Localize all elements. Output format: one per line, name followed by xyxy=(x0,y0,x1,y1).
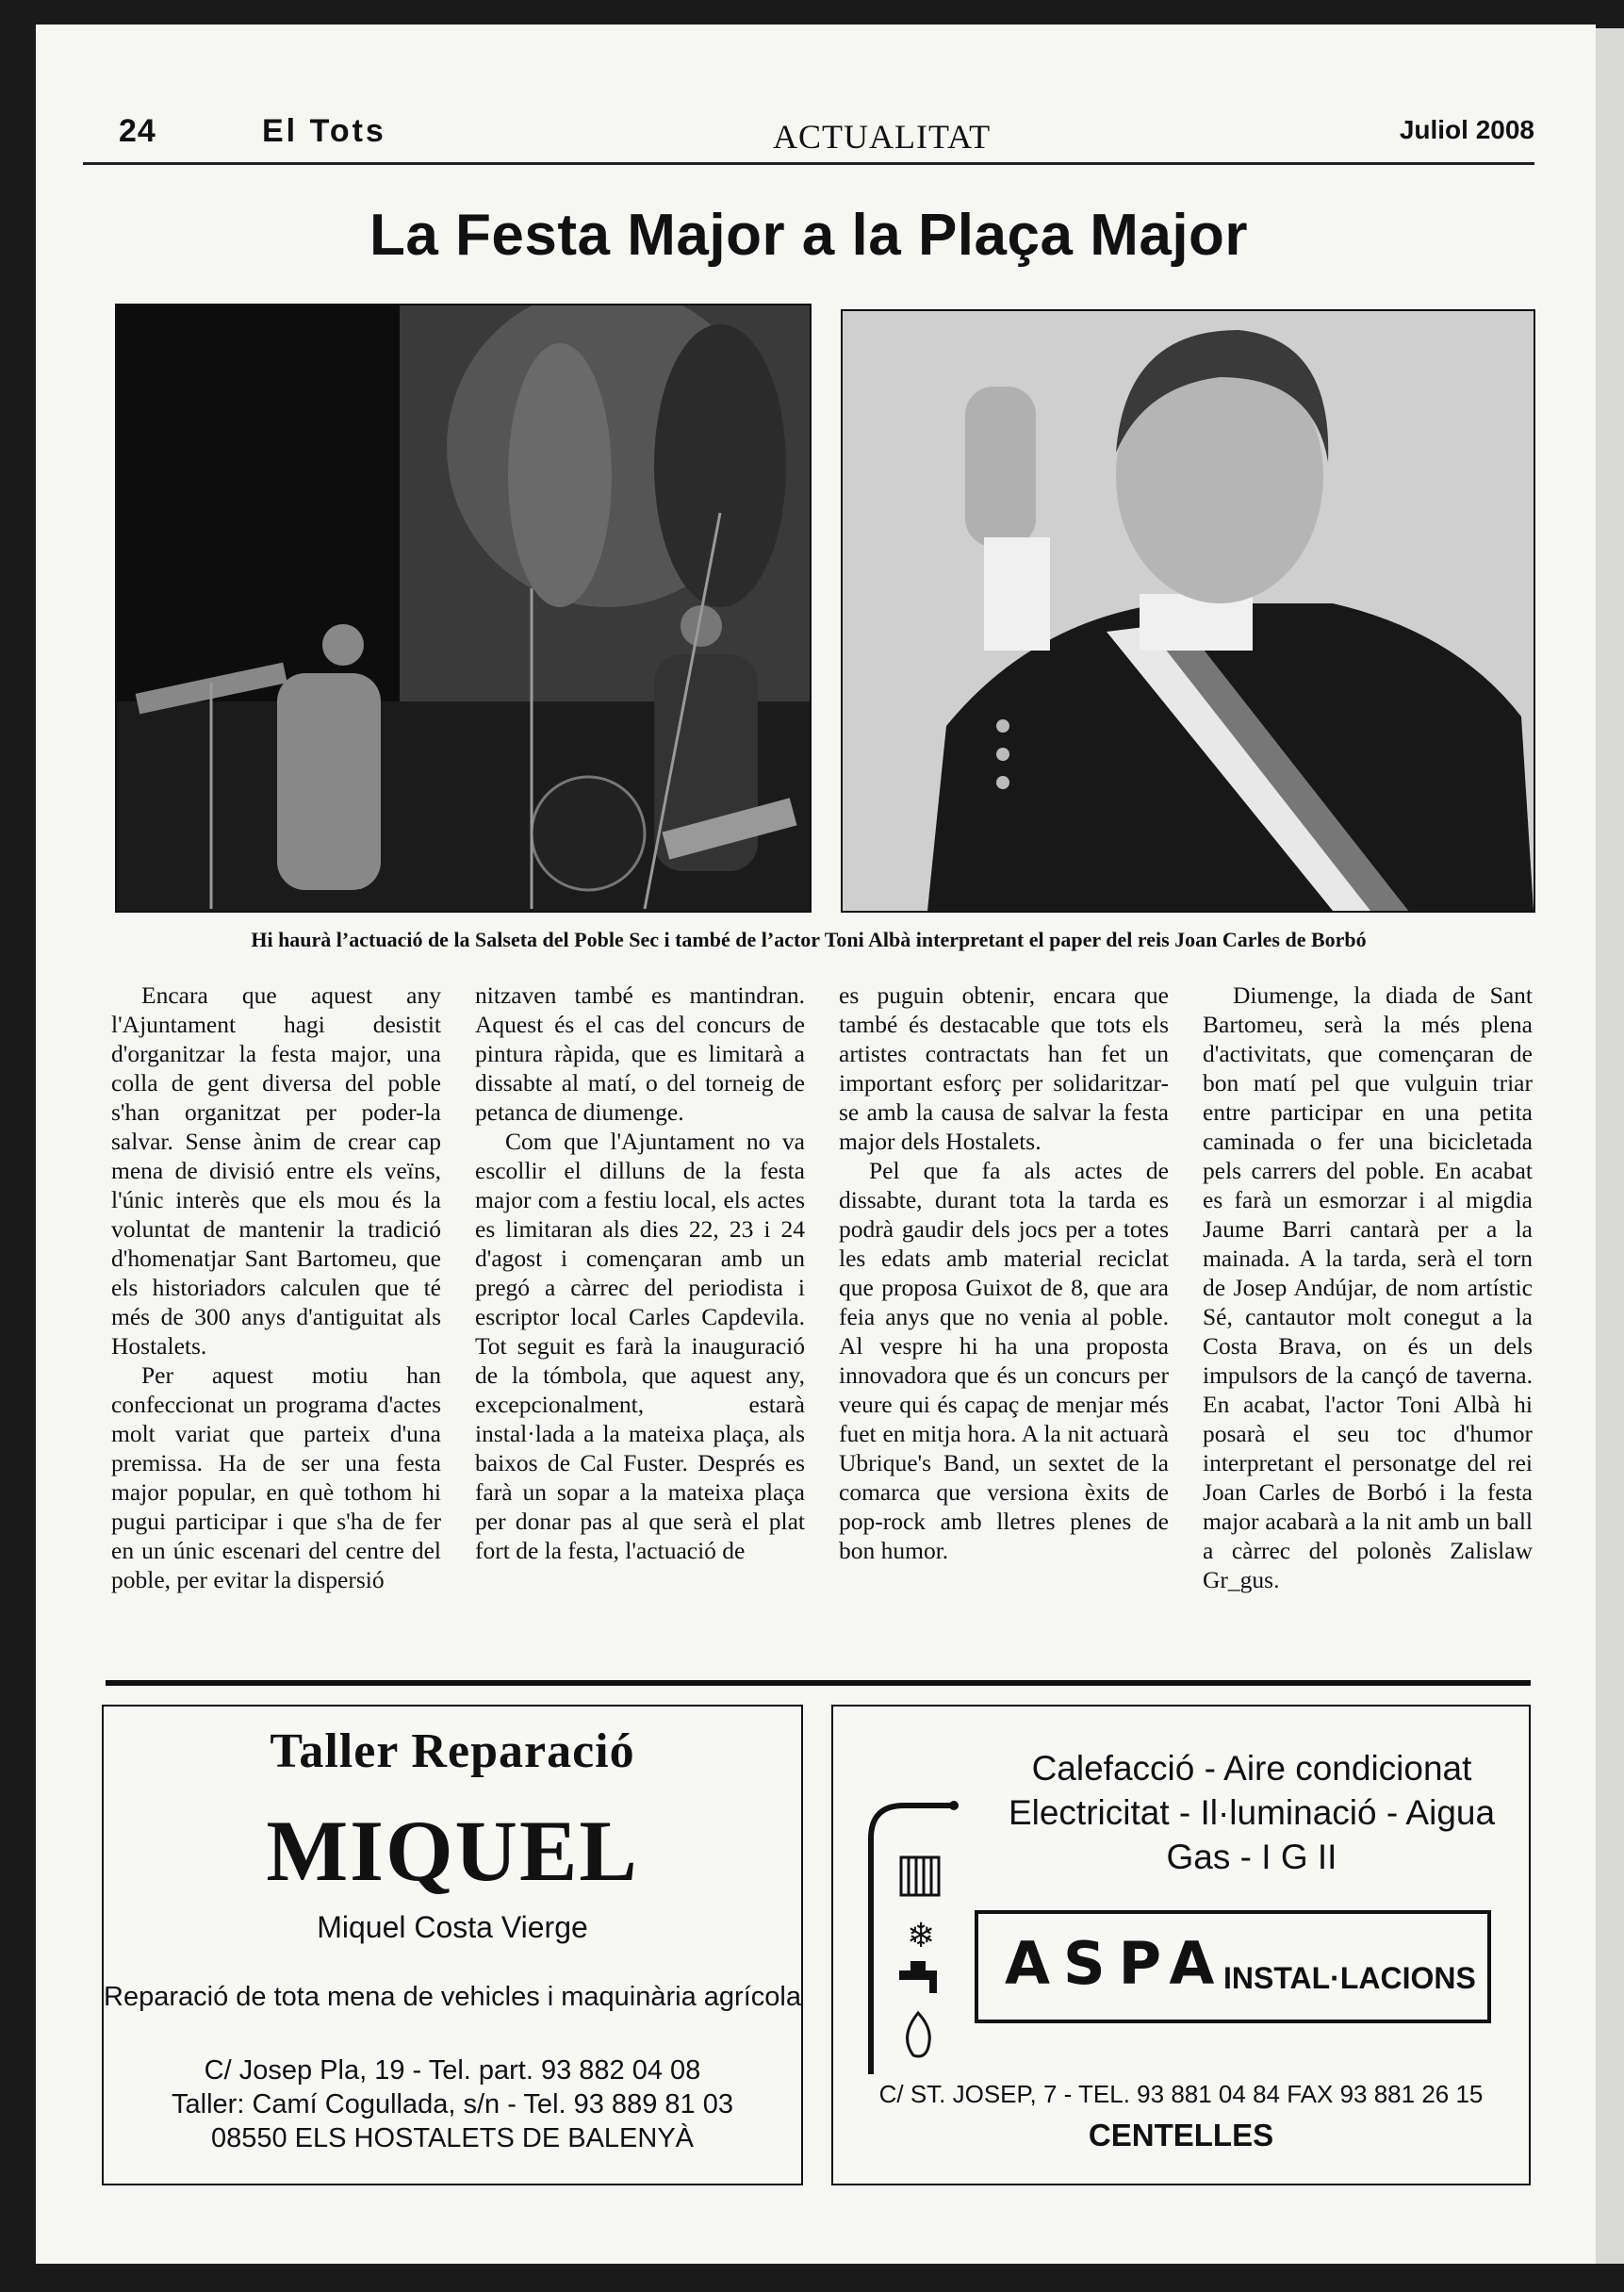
aspa-instalacions-ad xyxy=(831,1705,1531,2185)
utility-icons xyxy=(861,1801,965,2074)
flame-icon xyxy=(908,2013,930,2056)
ad-address xyxy=(104,2053,801,2155)
article-column-3 xyxy=(839,981,1169,1657)
article-headline: La Festa Major a la Plaça Major xyxy=(369,203,1249,268)
ad-services xyxy=(975,1746,1529,1879)
ad-service-line: Electricitat - Il·luminació - Aigua xyxy=(1008,1793,1496,1832)
article-column-4 xyxy=(1203,981,1533,1657)
article-paragraph: Encara que aquest any l'Ajuntament hagi desistit d'organitzar la festa major, una colla de gent diversa del poble s'han organitzat per poder-la salvar. Sense ànim de crear cap mena de divisió entre els veïns, l'únic interès que els mou és la voluntat de mantenir la tradició d'homenatjar Sant Bartomeu, que els historiadors calculen que té més de 300 anys d'antiguitat als Hostalets. xyxy=(111,981,441,1360)
article-column-1 xyxy=(111,981,441,1657)
article-paragraph: Diumenge, la diada de Sant Bartomeu, serà la més plena d'activitats, que començaran de bon matí pel que vulguin triar entre participar en una petita caminada o fer una bicicletada pels carrers del poble. En acabat es farà un esmorzar i al migdia Jaume Barri cantarà per a la mainada. A la tarda, serà el torn de Josep Andújar, de nom artístic Sé, cantautor molt conegut a la Costa Brava, on és un dels impulsors de la cançó de taverna. En acabat, l'actor Toni Albà hi posarà el seu toc d'humor interpretant el personatge del rei Joan Carles de Borbó i la festa major acabarà a la nit amb un ball a càrrec del polonès Zalislaw Gr_gus. xyxy=(1203,981,1533,1593)
concert-photo xyxy=(115,304,812,913)
magazine-name: El Tots xyxy=(262,113,386,149)
actor-portrait-photo xyxy=(841,309,1535,913)
radiator-icon xyxy=(901,1857,939,1895)
faucet-icon xyxy=(899,1961,937,1993)
aspa-logo-text: ASPA xyxy=(1005,1929,1228,1998)
taller-miquel-ad xyxy=(102,1705,803,2185)
article-column-2 xyxy=(475,981,805,1657)
article-body xyxy=(111,981,1533,1657)
page-edge xyxy=(1596,28,1624,2264)
ad-address: C/ ST. JOSEP, 7 - TEL. 93 881 04 84 FAX 93 881 26 15 xyxy=(878,2080,1484,2108)
ad-description: Reparació de tota mena de vehicles i maquinària agrícola xyxy=(104,1982,801,2012)
ad-address-line: Taller: Camí Cogullada, s/n - Tel. 93 889 81 03 xyxy=(172,2089,733,2119)
aspa-logo xyxy=(975,1910,1491,2023)
article-paragraph: Pel que fa als actes de dissabte, durant tota la tarda es podrà gaudir dels jocs per a totes les edats amb material reciclat que proposa Guixot de 8, que ara feia anys que no venia al poble. Al vespre hi ha una proposta innovadora que és un concurs per veure qui és capaç de menjar més fuet en mitja hora. A la nit actuarà Ubrique's Band, un sextet de la comarca que versiona èxits de pop-rock amb lletres plenes de bon humor. xyxy=(839,1157,1169,1564)
aspa-logo-subtitle: INSTAL·LACIONS xyxy=(1223,1961,1476,1995)
article-paragraph: es puguin obtenir, encara que també és destacable que tots els artistes contractats han fet un important esforç per solidaritzar-se amb la causa de salvar la festa major dels Hostalets. xyxy=(839,981,1169,1155)
article-paragraph: Per aquest motiu han confeccionat un programa d'actes molt variat que parteix d'una premissa. Ha de ser una festa major popular, en què tothom hi pugui participar i que s'ha de fer en un únic escenari del centre del poble, per evitar la dispersió xyxy=(111,1361,441,1593)
page-number: 24 xyxy=(119,113,156,149)
ad-service-line: Calefacció - Aire condicionat xyxy=(1031,1749,1472,1788)
ad-brand: MIQUEL xyxy=(266,1803,639,1899)
issue-date: Juliol 2008 xyxy=(1399,115,1534,144)
ad-address-line: 08550 ELS HOSTALETS DE BALENYÀ xyxy=(210,2123,695,2153)
snowflake-icon: ❄ xyxy=(907,1917,936,1955)
ad-town: CENTELLES xyxy=(1088,2118,1274,2152)
article-paragraph: nitzaven també es mantindran. Aquest és el cas del concurs de pintura ràpida, que es limitarà a dissabte al matí, o del torneig de petanca de diumenge. xyxy=(475,981,805,1126)
photo-caption: Hi haurà l’actuació de la Salseta del Poble Sec i també de l’actor Toni Albà interpretant el paper del reis Joan Carles de Borbó xyxy=(251,928,1367,951)
ad-address-line: C/ Josep Pla, 19 - Tel. part. 93 882 04 08 xyxy=(204,2055,701,2086)
page-header xyxy=(83,107,1534,165)
article-paragraph: Com que l'Ajuntament no va escollir el dilluns de la festa major com a festiu local, els actes es limitaran als dies 22, 23 i 24 d'agost i començaran amb un pregó a càrrec del periodista i escriptor local Carles Capdevila. Tot seguit es farà la inauguració de la tómbola, que aquest any, excepcionalment, estarà instal·lada a la mateixa plaça, als baixos de Cal Fuster. Després es farà un sopar a la mateixa plaça per donar pas al que serà el plat fort de la festa, l'actuació de xyxy=(475,1128,805,1564)
section-divider xyxy=(106,1680,1531,1686)
ad-service-line: Gas - I G II xyxy=(1166,1838,1337,1876)
section-title: ACTUALITAT xyxy=(773,118,992,156)
ad-title: Taller Reparació xyxy=(270,1724,635,1778)
ad-owner: Miquel Costa Vierge xyxy=(317,1910,588,1944)
